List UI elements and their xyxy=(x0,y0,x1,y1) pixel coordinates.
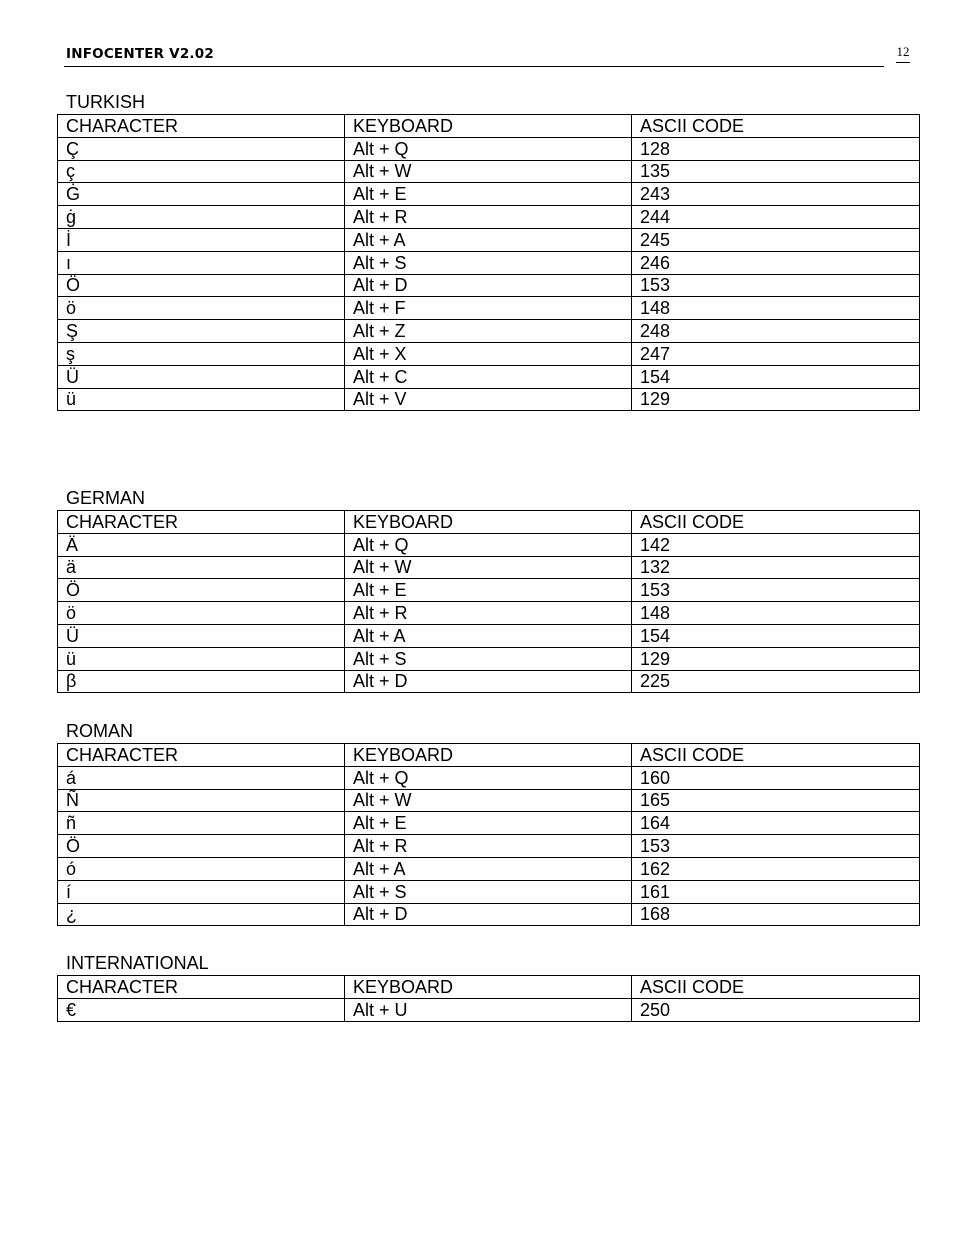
table-row xyxy=(58,137,920,160)
keyboard-shortcut-cell: Alt + E xyxy=(345,812,632,835)
table-header-row xyxy=(58,511,920,534)
character-cell: İ xyxy=(58,228,345,251)
keyboard-shortcut-cell: Alt + Q xyxy=(345,533,632,556)
table-row xyxy=(58,835,920,858)
table-row xyxy=(58,251,920,274)
keyboard-shortcut-cell: Alt + Z xyxy=(345,320,632,343)
keyboard-shortcut-cell: Alt + E xyxy=(345,579,632,602)
character-cell: ¿ xyxy=(58,903,345,926)
ascii-code-cell: 225 xyxy=(632,670,920,693)
section-roman xyxy=(57,720,919,926)
character-cell: Ç xyxy=(58,137,345,160)
character-cell: ö xyxy=(58,602,345,625)
ascii-code-cell: 248 xyxy=(632,320,920,343)
ascii-code-cell: 162 xyxy=(632,857,920,880)
column-header-ascii: ASCII CODE xyxy=(632,744,920,767)
ascii-code-cell: 132 xyxy=(632,556,920,579)
keyboard-shortcut-cell: Alt + V xyxy=(345,388,632,411)
table-row xyxy=(58,365,920,388)
keyboard-shortcut-cell: Alt + A xyxy=(345,228,632,251)
ascii-code-cell: 129 xyxy=(632,647,920,670)
section-turkish xyxy=(57,91,919,411)
character-cell: Ñ xyxy=(58,789,345,812)
german-character-table xyxy=(57,510,920,693)
ascii-code-cell: 161 xyxy=(632,880,920,903)
keyboard-shortcut-cell: Alt + W xyxy=(345,556,632,579)
column-header-keyboard: KEYBOARD xyxy=(345,511,632,534)
keyboard-shortcut-cell: Alt + D xyxy=(345,903,632,926)
column-header-keyboard: KEYBOARD xyxy=(345,744,632,767)
character-cell: Ü xyxy=(58,365,345,388)
ascii-code-cell: 129 xyxy=(632,388,920,411)
ascii-code-cell: 168 xyxy=(632,903,920,926)
column-header-ascii: ASCII CODE xyxy=(632,511,920,534)
character-cell: Ä xyxy=(58,533,345,556)
ascii-code-cell: 153 xyxy=(632,579,920,602)
roman-character-table xyxy=(57,743,920,926)
character-cell: Ü xyxy=(58,624,345,647)
table-row xyxy=(58,579,920,602)
character-cell: Ö xyxy=(58,579,345,602)
section-title: GERMAN xyxy=(66,488,146,508)
column-header-ascii: ASCII CODE xyxy=(632,115,920,138)
page-header xyxy=(64,40,884,67)
keyboard-shortcut-cell: Alt + Q xyxy=(345,137,632,160)
ascii-code-cell: 164 xyxy=(632,812,920,835)
ascii-code-cell: 153 xyxy=(632,835,920,858)
table-row xyxy=(58,228,920,251)
keyboard-shortcut-cell: Alt + R xyxy=(345,835,632,858)
section-german xyxy=(57,487,919,693)
table-row xyxy=(58,624,920,647)
table-row xyxy=(58,789,920,812)
ascii-code-cell: 148 xyxy=(632,297,920,320)
column-header-keyboard: KEYBOARD xyxy=(345,115,632,138)
table-header-row xyxy=(58,115,920,138)
keyboard-shortcut-cell: Alt + F xyxy=(345,297,632,320)
table-row xyxy=(58,903,920,926)
international-character-table xyxy=(57,975,920,1022)
keyboard-shortcut-cell: Alt + U xyxy=(345,998,632,1021)
column-header-character: CHARACTER xyxy=(58,511,345,534)
character-cell: ó xyxy=(58,857,345,880)
character-cell: Ġ xyxy=(58,183,345,206)
character-cell: á xyxy=(58,766,345,789)
keyboard-shortcut-cell: Alt + S xyxy=(345,880,632,903)
character-cell: € xyxy=(58,998,345,1021)
ascii-code-cell: 154 xyxy=(632,624,920,647)
table-row xyxy=(58,388,920,411)
table-row xyxy=(58,647,920,670)
character-cell: ä xyxy=(58,556,345,579)
table-row xyxy=(58,183,920,206)
column-header-ascii: ASCII CODE xyxy=(632,976,920,999)
table-header-row xyxy=(58,976,920,999)
keyboard-shortcut-cell: Alt + Q xyxy=(345,766,632,789)
table-row xyxy=(58,998,920,1021)
character-cell: ç xyxy=(58,160,345,183)
character-cell: ü xyxy=(58,388,345,411)
column-header-keyboard: KEYBOARD xyxy=(345,976,632,999)
ascii-code-cell: 165 xyxy=(632,789,920,812)
character-cell: ü xyxy=(58,647,345,670)
character-cell: Ö xyxy=(58,274,345,297)
table-row xyxy=(58,556,920,579)
ascii-code-cell: 135 xyxy=(632,160,920,183)
keyboard-shortcut-cell: Alt + W xyxy=(345,789,632,812)
keyboard-shortcut-cell: Alt + R xyxy=(345,206,632,229)
character-cell: ġ xyxy=(58,206,345,229)
page-number: 12 xyxy=(896,44,910,63)
table-row xyxy=(58,320,920,343)
table-row xyxy=(58,812,920,835)
keyboard-shortcut-cell: Alt + W xyxy=(345,160,632,183)
table-row xyxy=(58,880,920,903)
keyboard-shortcut-cell: Alt + D xyxy=(345,670,632,693)
column-header-character: CHARACTER xyxy=(58,744,345,767)
keyboard-shortcut-cell: Alt + R xyxy=(345,602,632,625)
table-row xyxy=(58,533,920,556)
ascii-code-cell: 148 xyxy=(632,602,920,625)
ascii-code-cell: 160 xyxy=(632,766,920,789)
column-header-character: CHARACTER xyxy=(58,115,345,138)
section-title: ROMAN xyxy=(66,721,133,741)
character-cell: ı xyxy=(58,251,345,274)
ascii-code-cell: 244 xyxy=(632,206,920,229)
section-title: INTERNATIONAL xyxy=(66,953,209,973)
character-cell: í xyxy=(58,880,345,903)
ascii-code-cell: 250 xyxy=(632,998,920,1021)
table-row xyxy=(58,766,920,789)
character-cell: β xyxy=(58,670,345,693)
character-cell: ö xyxy=(58,297,345,320)
ascii-code-cell: 243 xyxy=(632,183,920,206)
ascii-code-cell: 142 xyxy=(632,533,920,556)
keyboard-shortcut-cell: Alt + S xyxy=(345,647,632,670)
table-header-row xyxy=(58,744,920,767)
column-header-character: CHARACTER xyxy=(58,976,345,999)
ascii-code-cell: 154 xyxy=(632,365,920,388)
keyboard-shortcut-cell: Alt + A xyxy=(345,857,632,880)
table-row xyxy=(58,206,920,229)
ascii-code-cell: 246 xyxy=(632,251,920,274)
table-row xyxy=(58,274,920,297)
keyboard-shortcut-cell: Alt + X xyxy=(345,342,632,365)
keyboard-shortcut-cell: Alt + S xyxy=(345,251,632,274)
turkish-character-table xyxy=(57,114,920,411)
table-row xyxy=(58,857,920,880)
ascii-code-cell: 245 xyxy=(632,228,920,251)
keyboard-shortcut-cell: Alt + D xyxy=(345,274,632,297)
table-row xyxy=(58,160,920,183)
ascii-code-cell: 128 xyxy=(632,137,920,160)
table-row xyxy=(58,670,920,693)
character-cell: Ş xyxy=(58,320,345,343)
section-title: TURKISH xyxy=(66,92,146,112)
section-international xyxy=(57,952,919,1022)
table-row xyxy=(58,342,920,365)
character-cell: Ö xyxy=(58,835,345,858)
keyboard-shortcut-cell: Alt + E xyxy=(345,183,632,206)
character-cell: ş xyxy=(58,342,345,365)
character-cell: ñ xyxy=(58,812,345,835)
ascii-code-cell: 247 xyxy=(632,342,920,365)
document-title: INFOCENTER V2.02 xyxy=(66,46,214,62)
ascii-code-cell: 153 xyxy=(632,274,920,297)
keyboard-shortcut-cell: Alt + C xyxy=(345,365,632,388)
table-row xyxy=(58,602,920,625)
table-row xyxy=(58,297,920,320)
keyboard-shortcut-cell: Alt + A xyxy=(345,624,632,647)
